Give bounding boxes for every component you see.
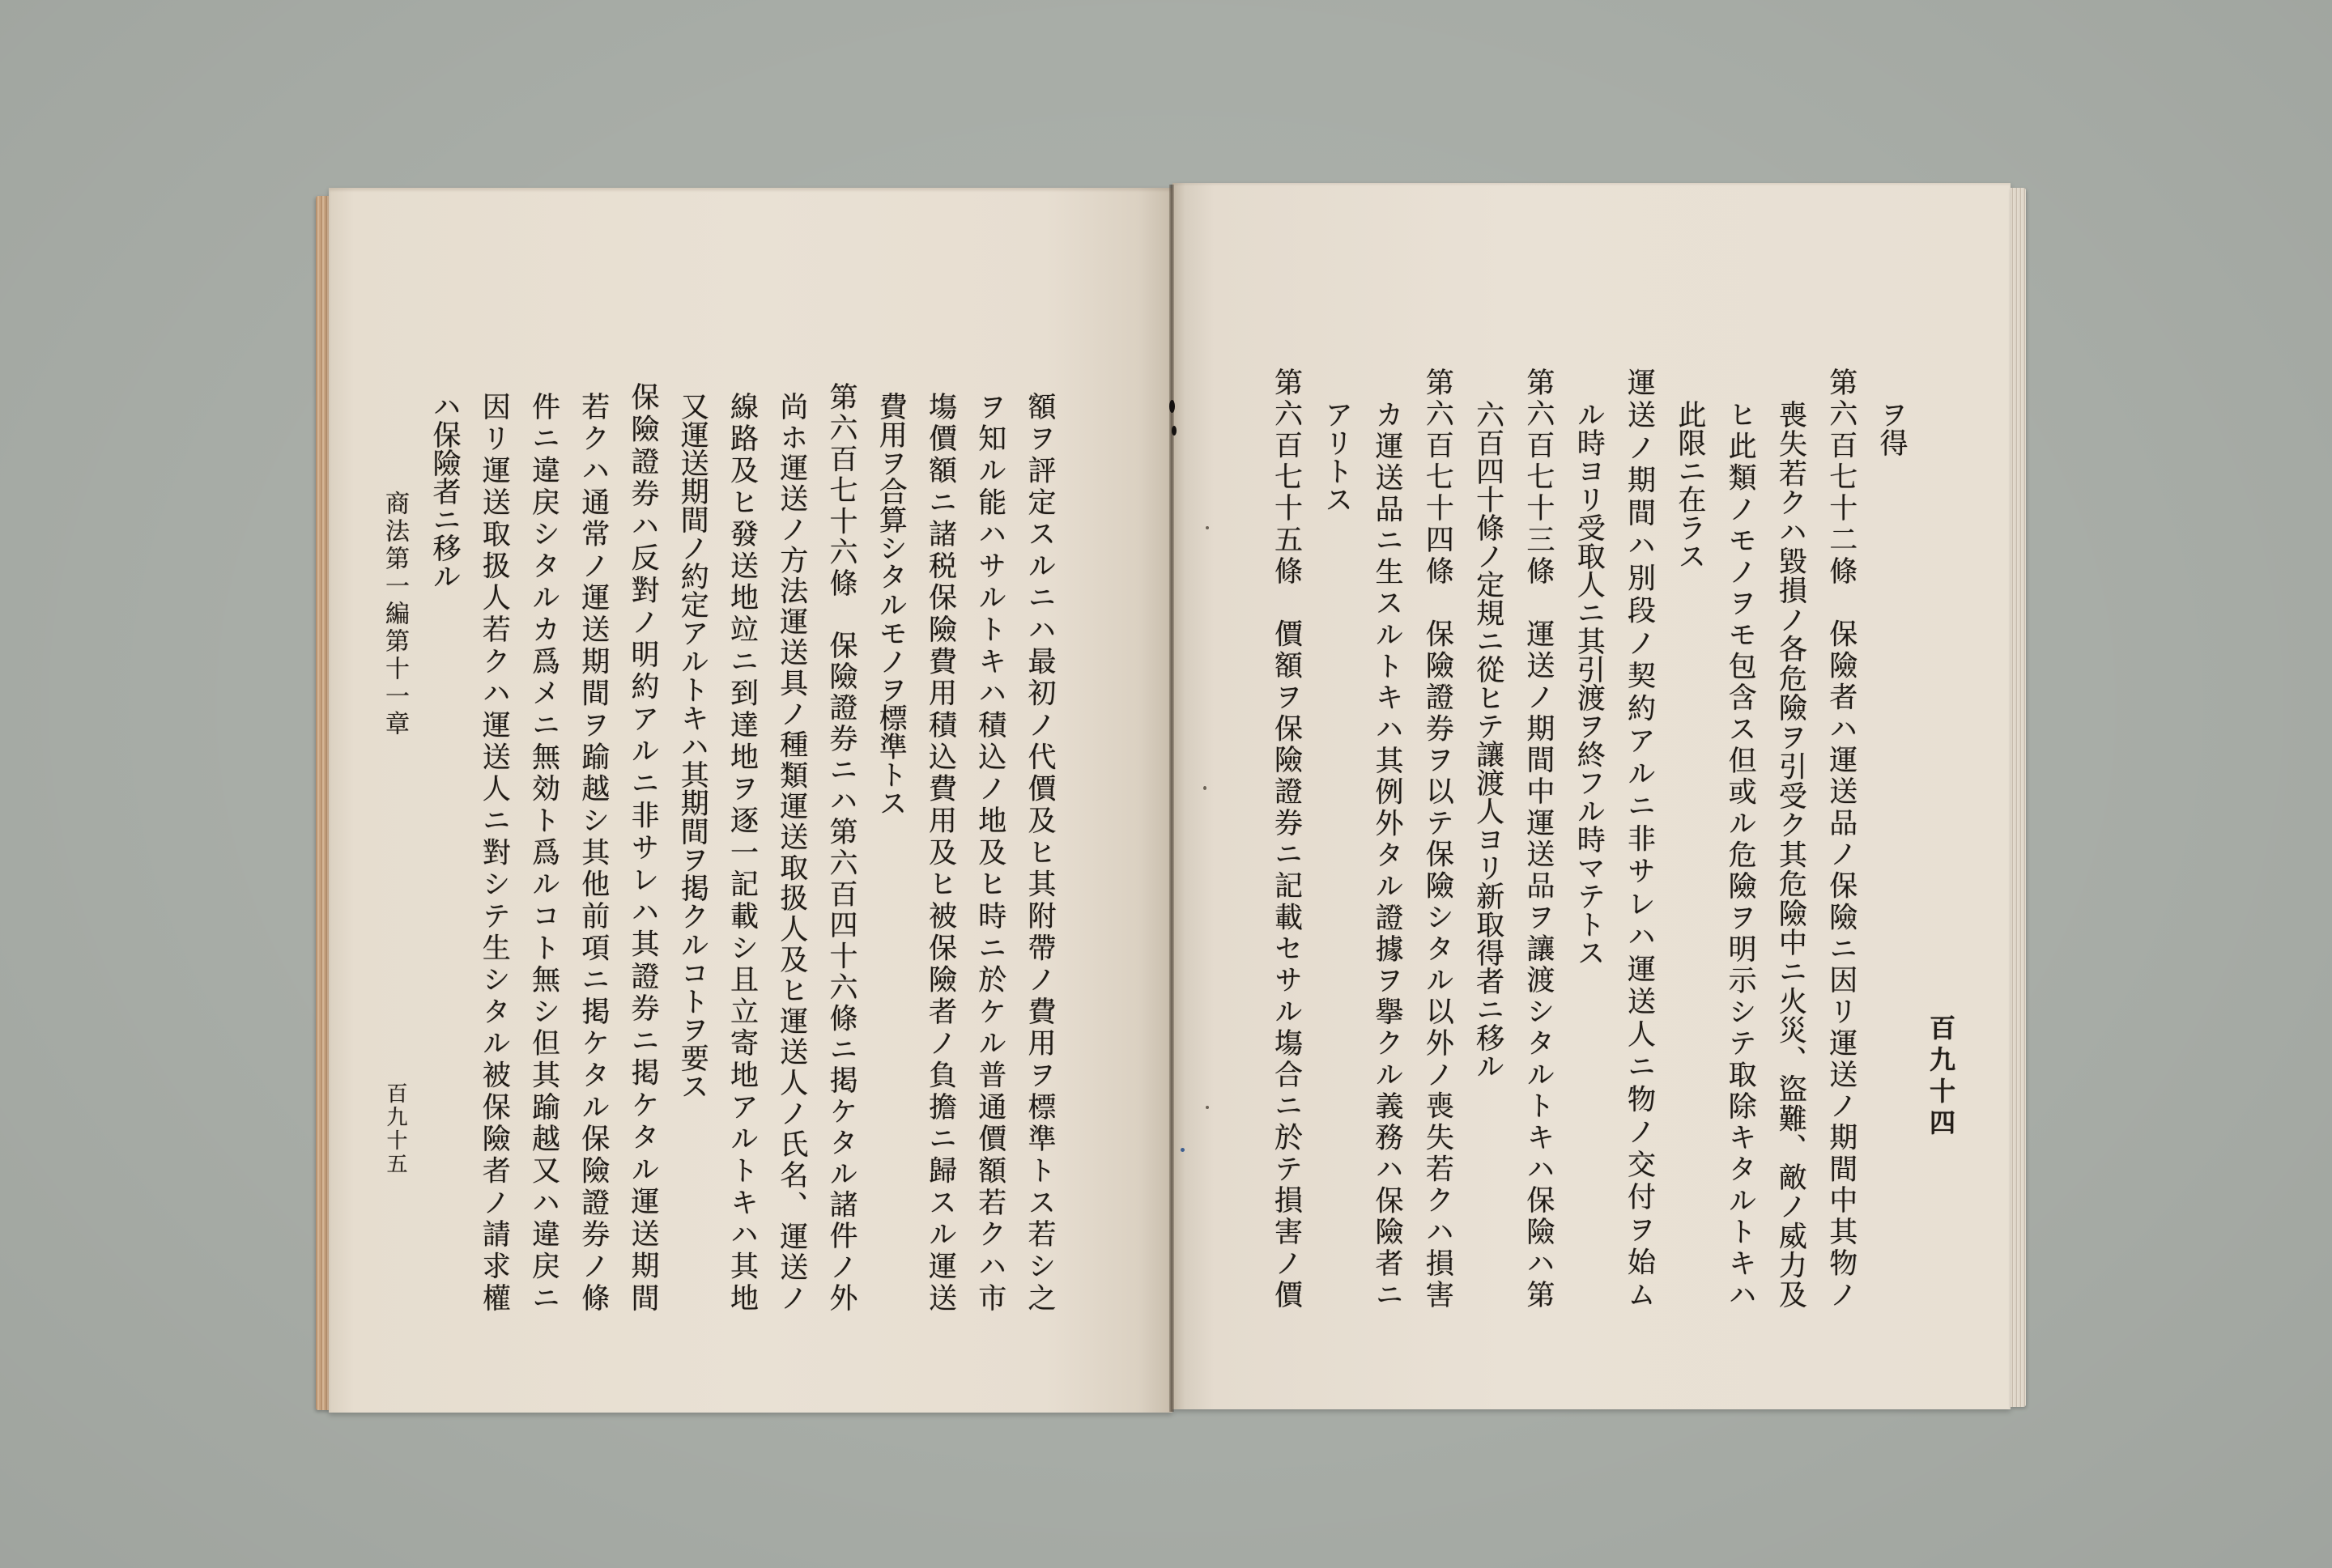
text-column: ル時ヨリ受取人ニ其引渡ヲ終フル時マテトス: [1572, 400, 1606, 967]
binding-thread-mark: [1169, 400, 1175, 413]
paper-speck: [1181, 1148, 1185, 1152]
right-page-edge-stack: [2011, 188, 2026, 1407]
article-heading-column: 第六百七十五條 價額ヲ保險證券ニ記載セサル塲合ニ於テ損害ノ價: [1270, 368, 1303, 1308]
text-column: 又運送期間ノ約定アルトキハ其期間ヲ掲クルコトヲ要ス: [676, 392, 709, 1100]
article-heading-column: 第六百七十六條 保險證券ニハ第六百四十六條ニ掲ケタル諸件ノ外: [825, 382, 857, 1311]
text-column: 額ヲ評定スルニハ最初ノ代價及ヒ其附帶ノ費用ヲ標準トス若シ之: [1023, 392, 1056, 1311]
paper-speck: [1206, 526, 1209, 529]
paragraph-start-column: 運送ノ期間ハ別段ノ契約アルニ非サレハ運送人ニ物ノ交付ヲ始ム: [1623, 368, 1656, 1308]
left-page: [329, 188, 1172, 1413]
right-page: [1172, 183, 2011, 1409]
text-column: 六百四十條ノ定規ニ從ヒテ讓渡人ヨリ新取得者ニ移ル: [1471, 400, 1504, 1080]
text-column: 喪失若クハ毀損ノ各危險ヲ引受ク其危險中ニ火災、盜難、敵ノ威力及: [1774, 400, 1807, 1308]
text-column: ヲ得: [1875, 400, 1908, 457]
text-column: ヒ此類ノモノヲモ包含ス但或ル危險ヲ明示シテ取除キタルトキハ: [1724, 400, 1757, 1308]
book-gutter: [1169, 185, 1174, 1412]
article-heading-column: 第六百七十二條 保險者ハ運送品ノ保險ニ因リ運送ノ期間中其物ノ: [1824, 368, 1858, 1308]
text-column: 件ニ違戻シタルカ爲メニ無効ト爲ルコト無シ但其踰越又ハ違戻ニ: [527, 392, 560, 1311]
text-column: 若クハ通常ノ運送期間ヲ踰越シ其他前項ニ掲ケタル保險證券ノ條: [577, 392, 610, 1311]
text-column: ハ保險者ニ移ル: [428, 392, 461, 590]
text-column: 此限ニ在ラス: [1673, 400, 1706, 570]
article-heading-column: 第六百七十四條 保險證券ヲ以テ保險シタル以外ノ喪失若クハ損害: [1421, 368, 1454, 1308]
left-page-text: [419, 382, 1064, 1311]
article-heading-column: 第六百七十三條 運送ノ期間中運送品ヲ讓渡シタルトキハ保險ハ第: [1521, 368, 1555, 1308]
text-column: アリトス: [1320, 400, 1353, 513]
paper-speck: [1206, 1106, 1209, 1109]
right-page-text: [1261, 368, 1917, 1308]
text-column: カ運送品ニ生スルトキハ其例外タル證據ヲ擧クル義務ハ保險者ニ: [1371, 400, 1404, 1308]
page-number: 百九十五: [383, 1082, 407, 1176]
text-column: 費用ヲ合算シタルモノヲ標準トス: [874, 392, 908, 817]
text-column: 塲價額ニ諸税保險費用積込費用及ヒ被保險者ノ負擔ニ歸スル運送: [924, 392, 957, 1311]
running-head: 商法第一編第十一章: [381, 491, 409, 738]
text-column: 尚ホ運送ノ方法運送具ノ種類運送取扱人及ヒ運送人ノ氏名、運送ノ: [775, 392, 808, 1311]
text-column: ヲ知ル能ハサルトキハ積込ノ地及ヒ時ニ於ケル普通價額若クハ市: [973, 392, 1006, 1311]
page-number: 百九十四: [1926, 1014, 1956, 1141]
paper-speck: [1203, 786, 1206, 790]
text-column: 因リ運送取扱人若クハ運送人ニ對シテ生シタル被保險者ノ請求權: [478, 392, 511, 1311]
paragraph-start-column: 保險證券ハ反對ノ明約アルニ非サレハ其證券ニ掲ケタル運送期間: [627, 382, 659, 1311]
binding-thread-mark: [1172, 426, 1177, 436]
text-column: 線路及ヒ發送地竝ニ到達地ヲ逐一記載シ且立寄地アルトキハ其地: [726, 392, 759, 1311]
